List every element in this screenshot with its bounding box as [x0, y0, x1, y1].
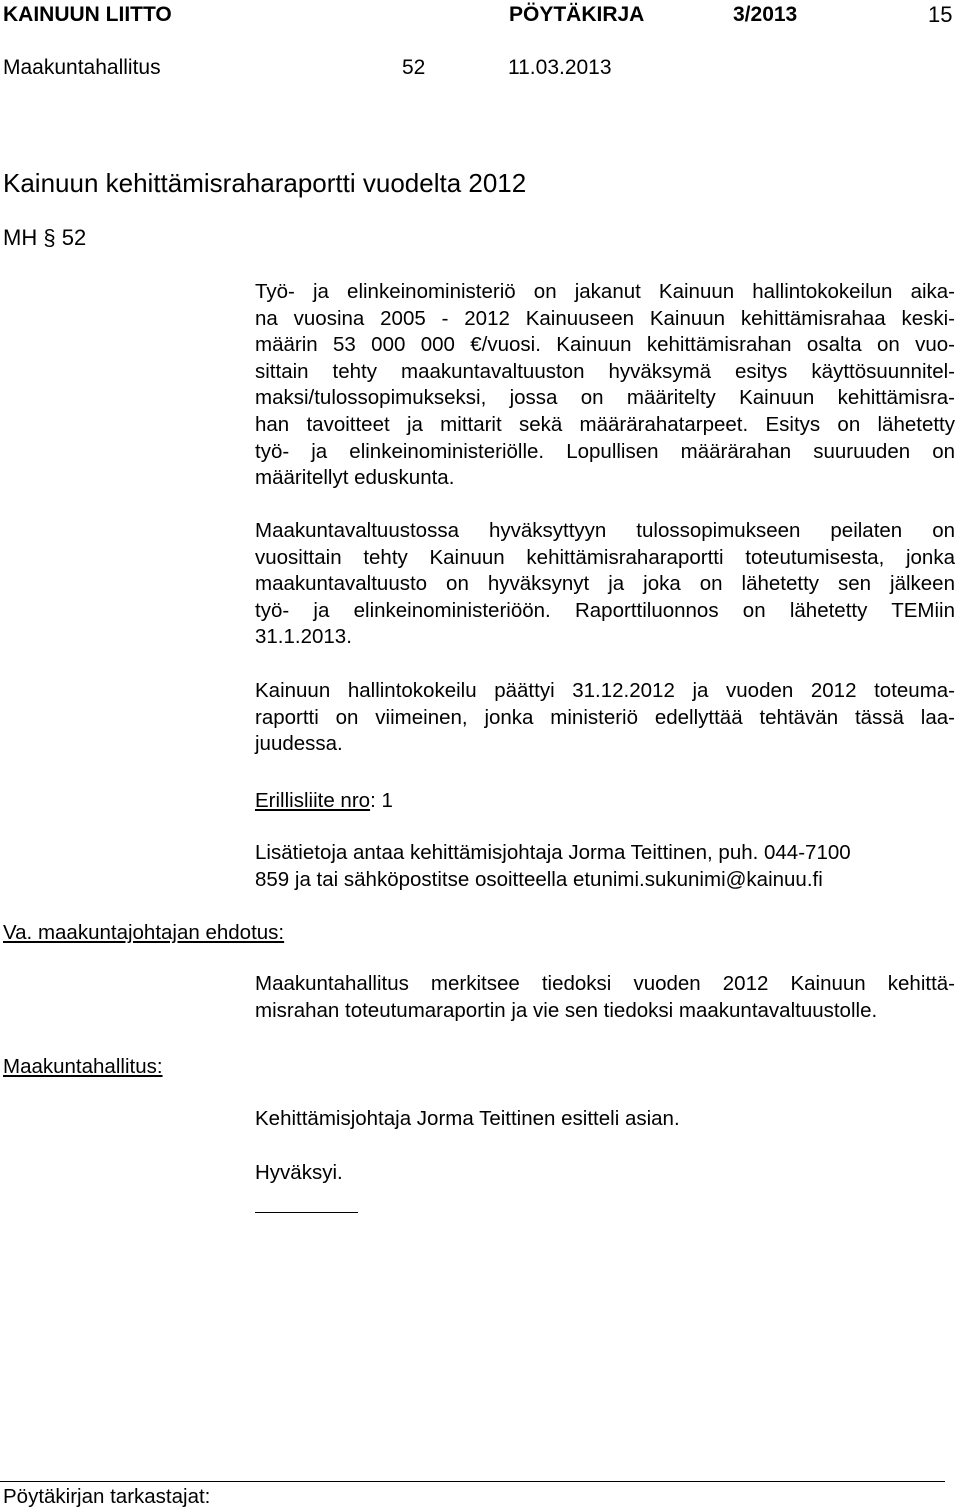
paragraph-background	[255, 279, 955, 492]
decision	[255, 1160, 955, 1187]
text-line: 31.1.2013.	[255, 625, 352, 649]
paragraph-proposal	[255, 971, 955, 1024]
text-line: vuosittain tehty Kainuun kehittämisraharaportti toteutumisesta, jonka	[255, 545, 955, 569]
attachment-link[interactable]: Erillisliite nro	[255, 789, 371, 812]
section-ref-number: 52	[61, 225, 87, 250]
page-title: Kainuun kehittämisraharaportti vuodelta 2012	[3, 168, 527, 198]
attachment-number: : 1	[370, 789, 393, 812]
signature-line	[255, 1212, 358, 1213]
paragraph-report-history	[255, 518, 955, 651]
text-line: sittain tehty maakuntavaltuuston hyväksymä esitys käyttösuunnitel-	[255, 359, 955, 383]
paragraph-final-report	[255, 678, 955, 758]
text-line: Maakuntavaltuustossa hyväksyttyyn tulossopimukseen peilaten on	[255, 519, 955, 542]
text-line: määrin 53 000 000 €/vuosi. Kainuun kehittämisrahan osalta on vuo-	[255, 333, 955, 357]
meeting-date: 11.03.2013	[508, 56, 612, 79]
text-line: Maakuntahallitus merkitsee tiedoksi vuoden 2012 Kainuun kehittä-	[255, 972, 955, 995]
text-line: 859 ja tai sähköpostitse osoitteella etunimi.sukunimi@kainuu.fi	[255, 867, 823, 891]
body-name: Maakuntahallitus	[3, 56, 161, 79]
document-number: 3/2013	[733, 3, 798, 26]
paragraph-presenter	[255, 1106, 955, 1133]
board-label: Maakuntahallitus:	[3, 1055, 163, 1078]
text-line: maakuntavaltuusto on hyväksynyt ja joka on lähetetty sen jälkeen	[255, 572, 955, 596]
proposal-label: Va. maakuntajohtajan ehdotus:	[3, 921, 285, 944]
text-line: na vuosina 2005 - 2012 Kainuuseen Kainuun kehittämisrahaa keski-	[255, 306, 955, 330]
text-line: misrahan toteutumaraportin ja vie sen tiedoksi maakuntavaltuustolle.	[255, 998, 878, 1022]
reviewers-label: Pöytäkirjan tarkastajat:	[3, 1485, 211, 1508]
text-line: Kainuun hallintokokeilu päättyi 31.12.2012 ja vuoden 2012 toteuma-	[255, 679, 955, 702]
decision-text: Hyväksyi.	[255, 1161, 343, 1184]
text-line: työ- ja elinkeinoministeriölle. Lopullisen määrärahan suuruuden on	[255, 439, 955, 463]
text-line: maksi/tulossopimukseksi, jossa on määritelty Kainuun kehittämisra-	[255, 386, 955, 410]
section-symbol: §	[43, 225, 56, 250]
text-line: raportti on viimeinen, jonka ministeriö edellyttää tehtävän tässä laa-	[255, 705, 955, 729]
text-line: Työ- ja elinkeinoministeriö on jakanut Kainuun hallintokokeilun aika-	[255, 280, 955, 303]
section-reference	[3, 225, 86, 251]
document-type: PÖYTÄKIRJA	[509, 3, 645, 26]
text-line: Lisätietoja antaa kehittämisjohtaja Jorma Teittinen, puh. 044-7100	[255, 841, 851, 864]
text-line: han tavoitteet ja mittarit sekä määrärahatarpeet. Esitys on lähetetty	[255, 412, 955, 436]
attachment-reference	[255, 788, 955, 815]
text-line: Kehittämisjohtaja Jorma Teittinen esitteli asian.	[255, 1107, 680, 1130]
section-prefix: MH	[3, 225, 38, 250]
text-line: juudessa.	[255, 732, 343, 756]
page-number: 15	[928, 2, 953, 27]
paragraph-contact-info	[255, 840, 955, 893]
section-number: 52	[402, 56, 426, 79]
footer-divider	[0, 1481, 945, 1482]
attachment-line	[255, 788, 955, 815]
text-line: määritellyt eduskunta.	[255, 466, 455, 490]
organization-name: KAINUUN LIITTO	[3, 3, 172, 26]
text-line: työ- ja elinkeinoministeriöön. Raporttiluonnos on lähetetty TEMiin	[255, 598, 955, 622]
